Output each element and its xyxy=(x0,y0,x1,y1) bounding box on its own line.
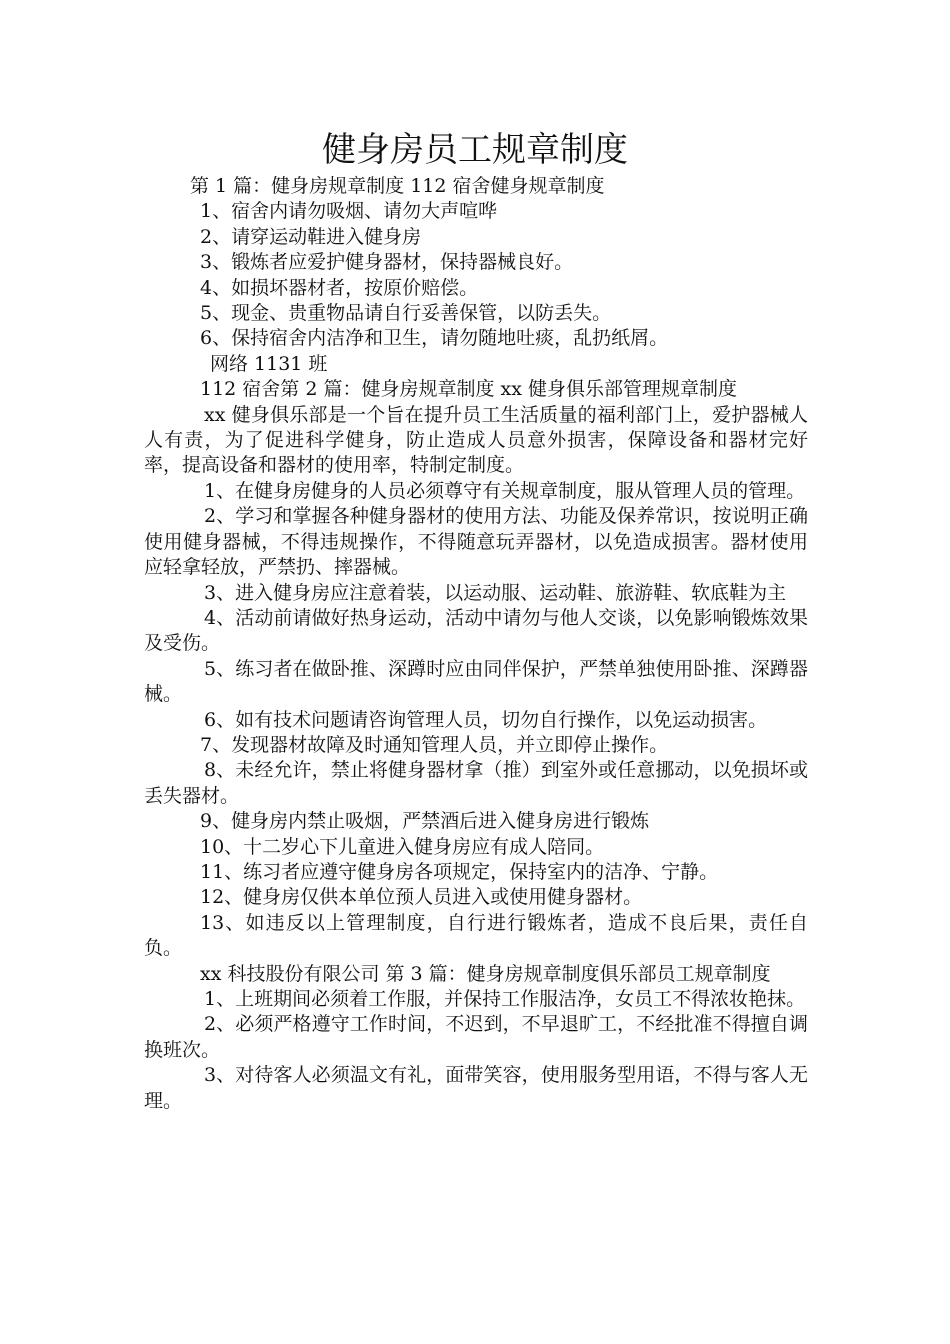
paragraph: 112 宿舍第 2 篇：健身房规章制度 xx 健身俱乐部管理规章制度 xyxy=(200,378,737,401)
paragraph: 2、必须严格遵守工作时间，不迟到，不早退旷工，不经批准不得擅自调换班次。 xyxy=(144,1013,808,1061)
paragraph: 4、活动前请做好热身运动，活动中请勿与他人交谈，以免影响锻炼效果及受伤。 xyxy=(144,606,808,655)
paragraph: 9、健身房内禁止吸烟，严禁酒后进入健身房进行锻炼 xyxy=(200,810,650,833)
document-title: 健身房员工规章制度 xyxy=(322,130,628,170)
paragraph: 3、进入健身房应注意着装，以运动服、运动鞋、旅游鞋、软底鞋为主 xyxy=(204,581,787,604)
paragraph: 3、对待客人必须温文有礼，面带笑容，使用服务型用语，不得与客人无理。 xyxy=(144,1064,808,1112)
paragraph: 4、如损坏器材者，按原价赔偿。 xyxy=(200,276,479,299)
document-body xyxy=(144,174,808,1114)
paragraph: 5、练习者在做卧推、深蹲时应由同伴保护，严禁单独使用卧推、深蹲器械。 xyxy=(144,657,808,706)
paragraph: 8、未经允许，禁止将健身器材拿（推）到室外或任意挪动，以免损坏或丢失器材。 xyxy=(144,759,808,807)
paragraph: 6、如有技术问题请咨询管理人员，切勿自行操作，以免运动损害。 xyxy=(204,708,768,731)
paragraph: 2、请穿运动鞋进入健身房 xyxy=(200,225,422,248)
paragraph: 5、现金、贵重物品请自行妥善保管，以防丢失。 xyxy=(200,302,612,325)
paragraph: 1、宿舍内请勿吸烟、请勿大声喧哗 xyxy=(200,200,498,223)
paragraph: xx 健身俱乐部是一个旨在提升员工生活质量的福利部门上，爱护器械人人有责，为了促进科学健身，防止造成人员意外损害，保障设备和器材完好率，提高设备和器材的使用率，特制定制度。 xyxy=(144,403,808,477)
paragraph: 13、如违反以上管理制度，自行进行锻炼者，造成不良后果，责任自负。 xyxy=(144,911,808,960)
paragraph: 6、保持宿舍内洁净和卫生，请勿随地吐痰，乱扔纸屑。 xyxy=(200,327,669,350)
paragraph: 10、十二岁心下儿童进入健身房应有成人陪同。 xyxy=(200,835,605,858)
paragraph: 2、学习和掌握各种健身器材的使用方法、功能及保养常识，按说明正确使用健身器械，不得违规操作，不得随意玩弄器材，以免造成损害。器材使用应轻拿轻放，严禁扔、摔器械。 xyxy=(144,505,808,579)
paragraph: 11、练习者应遵守健身房各项规定，保持室内的洁净、宁静。 xyxy=(200,860,719,883)
paragraph: 1、在健身房健身的人员必须尊守有关规章制度，服从管理人员的管理。 xyxy=(204,479,806,502)
paragraph: 12、健身房仅供本单位预人员进入或使用健身器材。 xyxy=(200,886,643,909)
paragraph: 网络 1131 班 xyxy=(210,352,328,375)
paragraph: 3、锻炼者应爱护健身器材，保持器械良好。 xyxy=(200,251,574,274)
paragraph: 1、上班期间必须着工作服，并保持工作服洁净，女员工不得浓妆艳抹。 xyxy=(204,988,806,1010)
paragraph: 7、发现器材故障及时通知管理人员，并立即停止操作。 xyxy=(200,733,669,756)
paragraph: 第 1 篇：健身房规章制度 112 宿舍健身规章制度 xyxy=(190,175,605,197)
paragraph: xx 科技股份有限公司 第 3 篇：健身房规章制度俱乐部员工规章制度 xyxy=(200,962,771,985)
